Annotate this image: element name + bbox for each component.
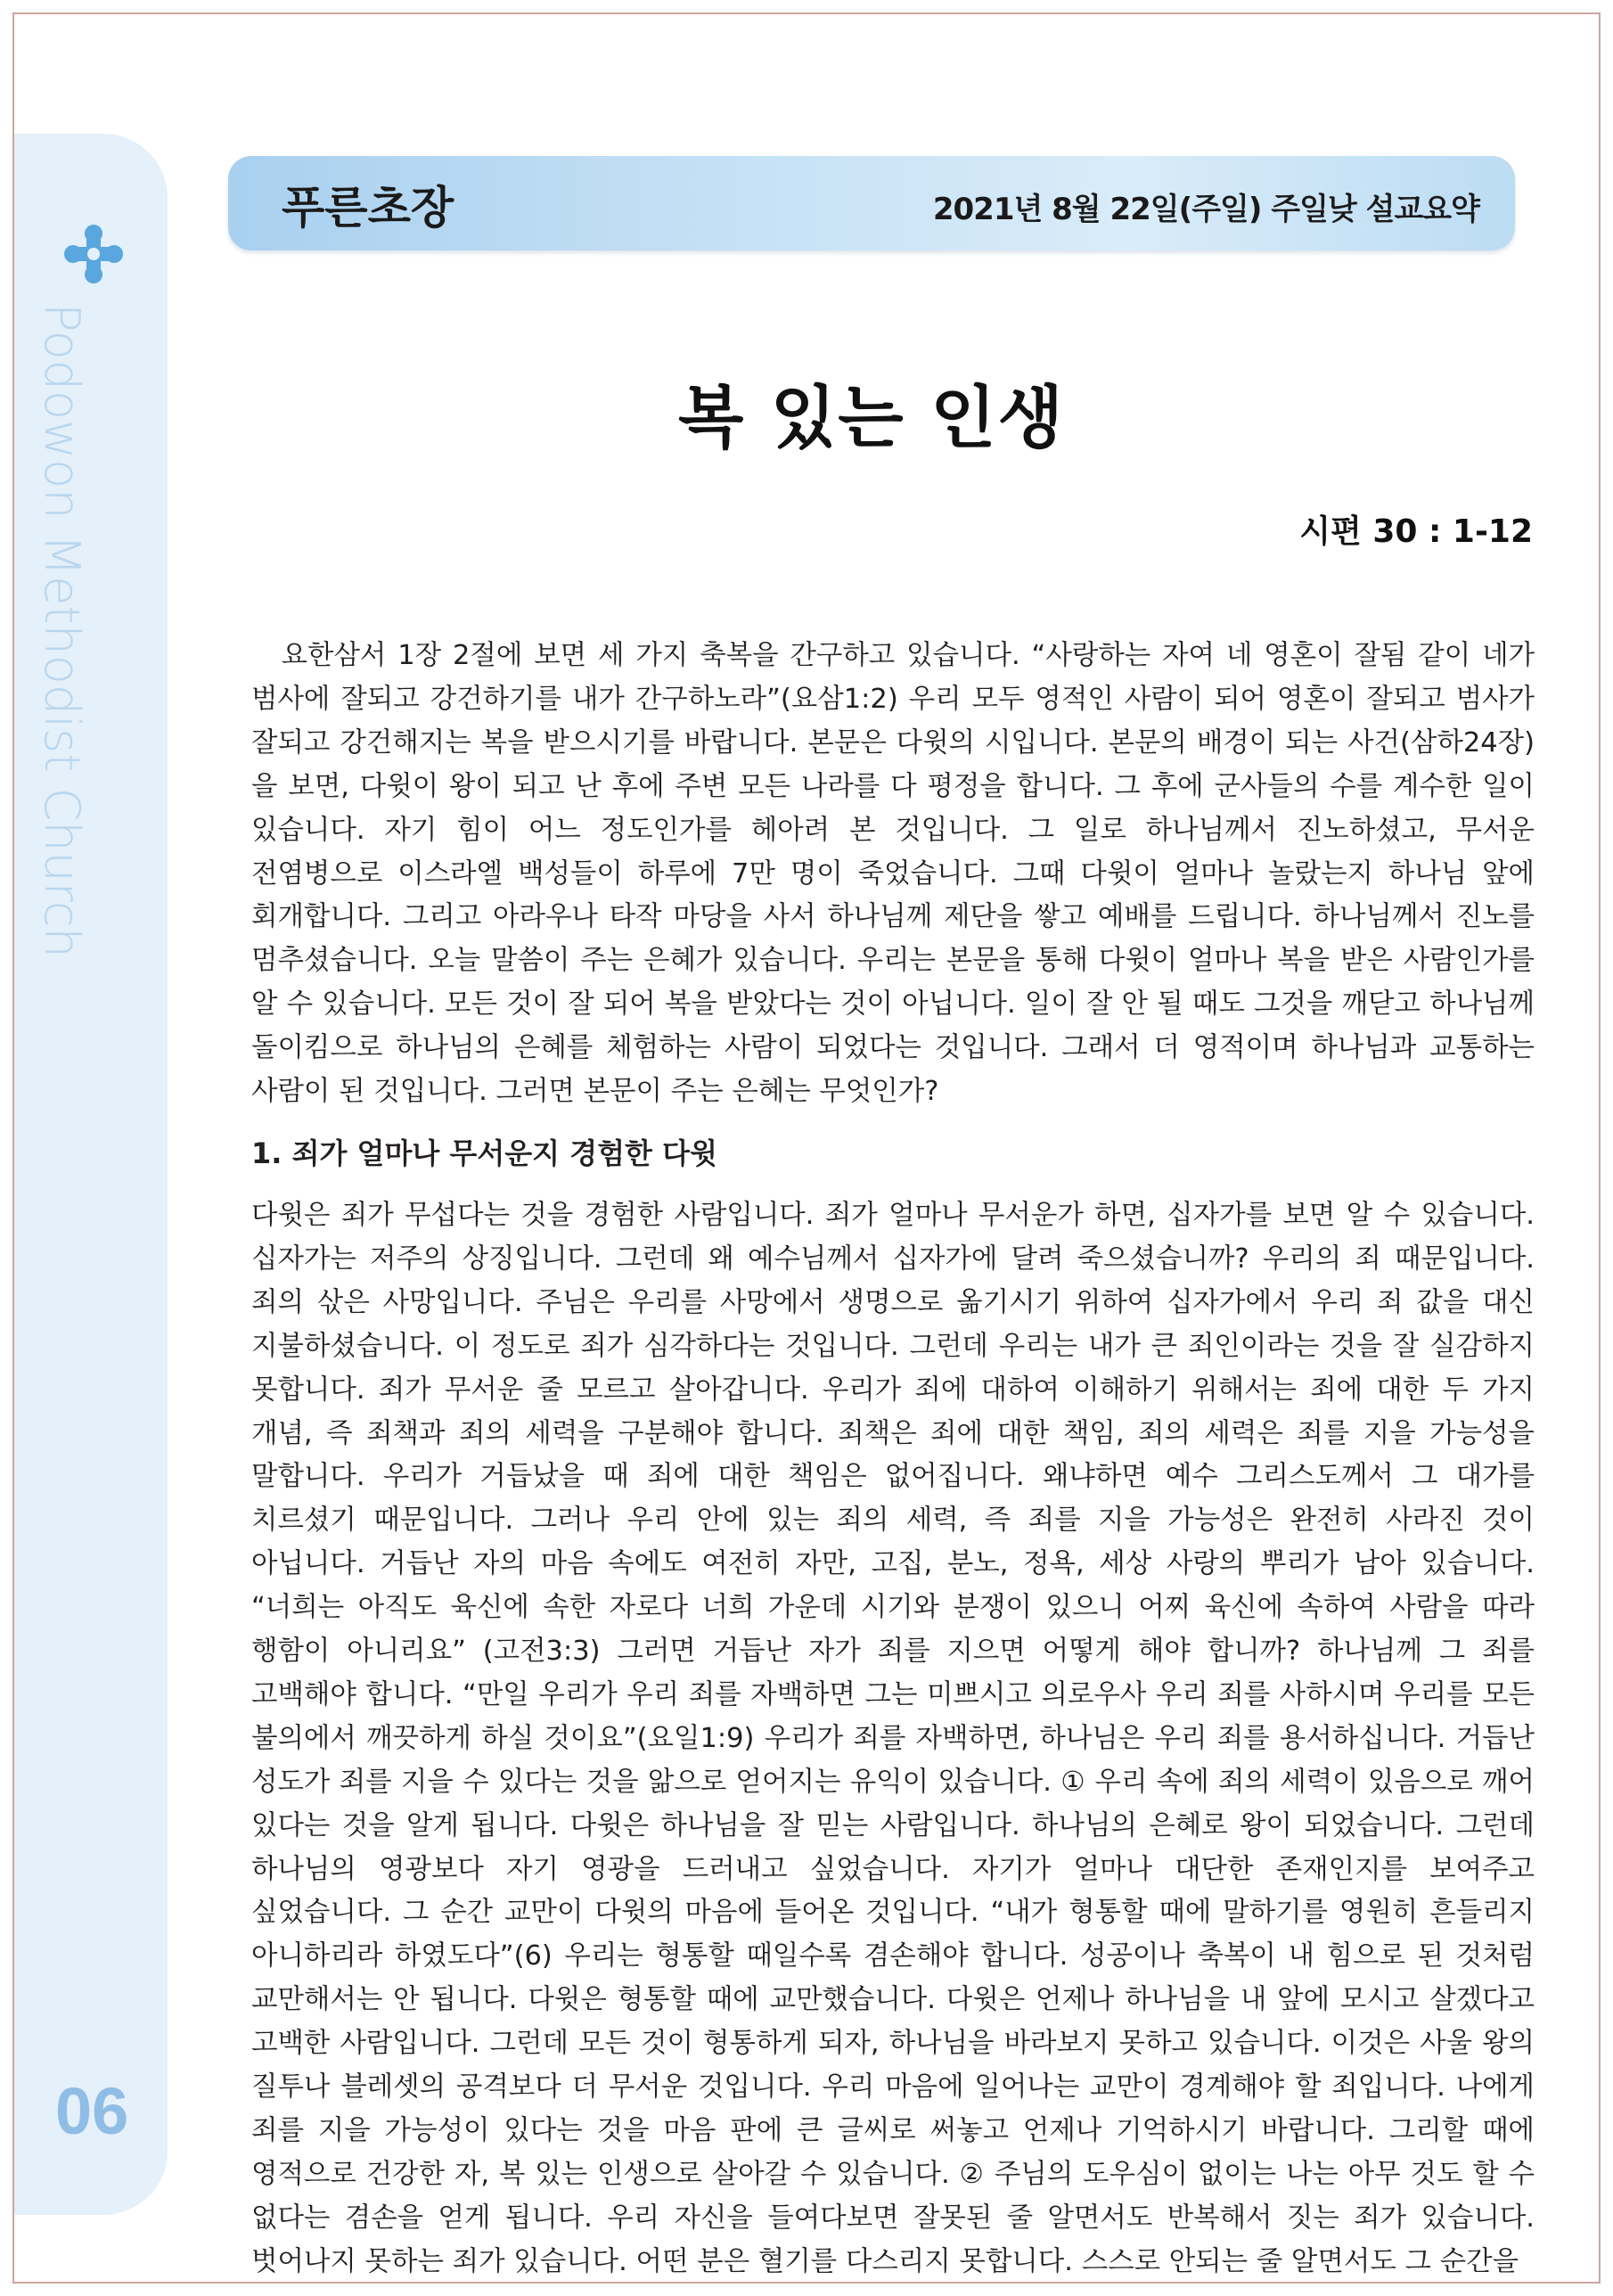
- page-number: 06: [55, 2074, 129, 2148]
- cross-flower-icon: [62, 223, 125, 285]
- section-label: 푸른초장: [282, 182, 454, 234]
- scripture-reference: 시편 30 : 1-12: [1299, 513, 1533, 550]
- intro-paragraph: 요한삼서 1장 2절에 보면 세 가지 축복을 간구하고 있습니다. “사랑하는 자여 네 영혼이 잘됨 같이 네가 범사에 잘되고 강건하기를 내가 간구하노라”(요삼1:2) 우리 모두 영적인 사람이 되어 영혼이 잘되고 범사가 잘되고 강건해지는 복을 받으시기를 바랍니다. 본문은 다윗의 시입니다. 본문의 배경이 되는 사건(삼하24장)을 보면, 다윗이 왕이 되고 난 후에 주변 모든 나라를 다 평정을 합니다. 그 후에 군사들의 수를 계수한 일이 있습니다. 자기 힘이 어느 정도인가를 헤아려 본 것입니다. 그 일로 하나님께서 진노하셨고, 무서운 전염병으로 이스라엘 백성들이 하루에 7만 명이 죽었습니다. 그때 다윗이 얼마나 놀랐는지 하나님 앞에 회개합니다. 그리고 아라우나 타작 마당을 사서 하나님께 제단을 쌓고 예배를 드립니다. 하나님께서 진노를 멈추셨습니다. 오늘 말씀이 주는 은혜가 있습니다. 우리는 본문을 통해 다윗이 얼마나 복을 받은 사람인가를 알 수 있습니다. 모든 것이 잘 되어 복을 받았다는 것이 아닙니다. 일이 잘 안 될 때도 그것을 깨닫고 하나님께 돌이킴으로 하나님의 은혜를 체험하는 사람이 되었다는 것입니다. 그래서 더 영적이며 하나님과 교통하는 사람이 된 것입니다. 그러면 본문이 주는 은혜는 무엇인가?: [251, 640, 1535, 1108]
- church-name-vertical: Podowon Methodist Church: [34, 303, 90, 958]
- section-heading: 1. 죄가 얼마나 무서운지 경험한 다윗: [251, 1136, 717, 1170]
- header-banner: [228, 156, 1515, 250]
- sermon-date-label: 2021년 8월 22일(주일) 주일낮 설교요약: [932, 192, 1479, 227]
- sermon-title: 복 있는 인생: [678, 378, 1065, 457]
- section-paragraph: 다윗은 죄가 무섭다는 것을 경험한 사람입니다. 죄가 얼마나 무서운가 하면, 십자가를 보면 알 수 있습니다. 십자가는 저주의 상징입니다. 그런데 왜 예수님께서 십자가에 달려 죽으셨습니까? 우리의 죄 때문입니다. 죄의 삯은 사망입니다. 주님은 우리를 사망에서 생명으로 옮기시기 위하여 십자가에서 우리 죄 값을 대신 지불하셨습니다. 이 정도로 죄가 심각하다는 것입니다. 그런데 우리는 내가 큰 죄인이라는 것을 잘 실감하지 못합니다. 죄가 무서운 줄 모르고 살아갑니다. 우리가 죄에 대하여 이해하기 위해서는 죄에 대한 두 가지 개념, 즉 죄책과 죄의 세력을 구분해야 합니다. 죄책은 죄에 대한 책임, 죄의 세력은 죄를 지을 가능성을 말합니다. 우리가 거듭났을 때 죄에 대한 책임은 없어집니다. 왜냐하면 예수 그리스도께서 그 대가를 치르셨기 때문입니다. 그러나 우리 안에 있는 죄의 세력, 즉 죄를 지을 가능성은 완전히 사라진 것이 아닙니다. 거듭난 자의 마음 속에도 여전히 자만, 고집, 분노, 정욕, 세상 사랑의 뿌리가 남아 있습니다. “너희는 아직도 육신에 속한 자로다 너희 가운데 시기와 분쟁이 있으니 어찌 육신에 속하여 사람을 따라 행함이 아니리요” (고전3:3) 그러면 거듭난 자가 죄를 지으면 어떻게 해야 합니까? 하나님께 그 죄를 고백해야 합니다. “만일 우리가 우리 죄를 자백하면 그는 미쁘시고 의로우사 우리 죄를 사하시며 우리를 모든 불의에서 깨끗하게 하실 것이요”(요일1:9) 우리가 죄를 자백하면, 하나님은 우리 죄를 용서하십니다. 거듭난 성도가 죄를 지을 수 있다는 것을 앎으로 얻어지는 유익이 있습니다. ① 우리 속에 죄의 세력이 있음으로 깨어 있다는 것을 알게 됩니다. 다윗은 하나님을 잘 믿는 사람입니다. 하나님의 은혜로 왕이 되었습니다. 그런데 하나님의 영광보다 자기 영광을 드러내고 싶었습니다. 자기가 얼마나 대단한 존재인지를 보여주고 싶었습니다. 그 순간 교만이 다윗의 마음에 들어온 것입니다. “내가 형통할 때에 말하기를 영원히 흔들리지 아니하리라 하였도다”(6) 우리는 형통할 때일수록 겸손해야 합니다. 성공이나 축복이 내 힘으로 된 것처럼 교만해서는 안 됩니다. 다윗은 형통할 때에 교만했습니다. 다윗은 언제나 하나님을 내 앞에 모시고 살겠다고 고백한 사람입니다. 그런데 모든 것이 형통하게 되자, 하나님을 바라보지 못하고 있습니다. 이것은 사울 왕의 질투나 블레셋의 공격보다 더 무서운 것입니다. 우리 마음에 일어나는 교만이 경계해야 할 죄입니다. 나에게 죄를 지을 가능성이 있다는 것을 마음 판에 큰 글씨로 써놓고 언제나 기억하시기 바랍니다. 그리할 때에 영적으로 건강한 자, 복 있는 인생으로 살아갈 수 있습니다. ② 주님의 도우심이 없이는 나는 아무 것도 할 수 없다는 겸손을 얻게 됩니다. 우리 자신을 들여다보면 잘못된 줄 알면서도 반복해서 짓는 죄가 있습니다. 벗어나지 못하는 죄가 있습니다. 어떤 분은 혈기를 다스리지 못합니다. 스스로 안되는 줄 알면서도 그 순간을: [251, 1199, 1535, 2277]
- sermon-body: [251, 635, 1535, 2284]
